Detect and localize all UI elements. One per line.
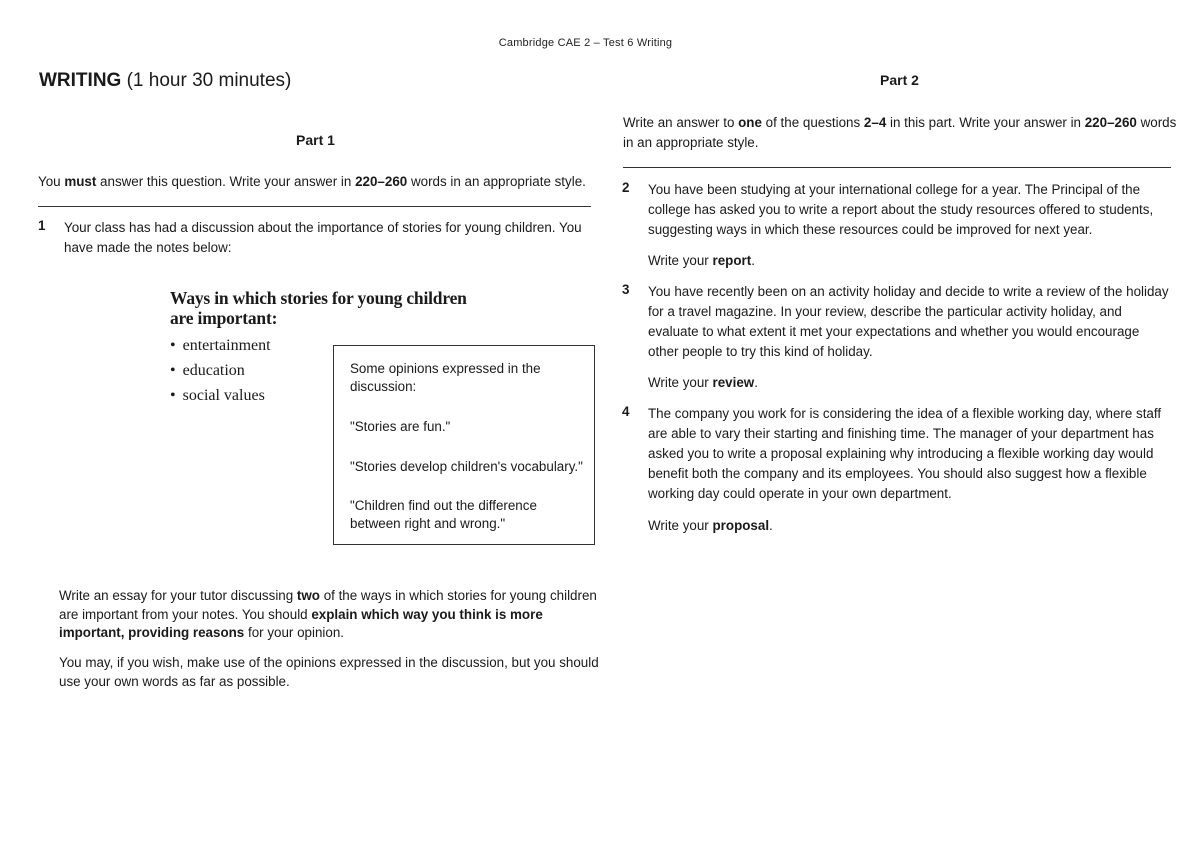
part1-heading: Part 1 <box>296 132 335 148</box>
question-1-number: 1 <box>38 218 46 233</box>
notes-item: • social values <box>170 383 271 408</box>
part2-instruction: Write an answer to one of the questions 2–4 in this part. Write your answer in 220–260 words in an appropriate style. <box>623 115 1177 150</box>
part1-task: Write an essay for your tutor discussing two of the ways in which stories for young children are important from your notes. You should explain which way you think is more important, providing reasons for your opinion. <box>59 588 597 640</box>
question-3-write: Write your review. <box>648 375 758 390</box>
opinion-quote: "Children find out the difference between right and wrong." <box>350 498 537 531</box>
notes-title: Ways in which stories for young children are important: <box>170 288 467 328</box>
opinion-quote: "Stories develop children's vocabulary." <box>350 459 583 474</box>
part1-task-note: You may, if you wish, make use of the opinions expressed in the discussion, but you should use your own words as far as possible. <box>59 655 599 689</box>
part2-heading: Part 2 <box>880 72 919 88</box>
part2-divider <box>623 167 1171 168</box>
word-count-part2: 220–260 <box>1084 115 1137 130</box>
writing-title <box>39 70 291 92</box>
writing-title-bold: WRITING <box>39 70 122 91</box>
question-range: 2–4 <box>863 115 887 130</box>
page-header: Cambridge CAE 2 – Test 6 Writing <box>498 37 673 49</box>
writing-title-duration: (1 hour 30 minutes) <box>121 70 292 91</box>
part1-instruction: You must answer this question. Write your answer in 220–260 words in an appropriate style. <box>38 174 586 189</box>
part1-divider <box>38 206 591 207</box>
question-3-text: You have recently been on an activity holiday and decide to write a review of the holiday for a travel magazine. In your review, describe the particular activity holiday, and evaluate to what extent it met your expectations and whether you would encourage other people to try this kind of holiday. <box>648 284 1169 359</box>
question-2-number: 2 <box>622 180 630 195</box>
proposal-emphasis: proposal <box>712 518 770 533</box>
question-4-number: 4 <box>622 404 630 419</box>
review-emphasis: review <box>712 375 755 390</box>
notes-list <box>170 333 271 408</box>
question-2-write: Write your report. <box>648 253 755 268</box>
opinions-box <box>333 345 595 545</box>
notes-item: • education <box>170 358 271 383</box>
two-emphasis: two <box>296 588 320 603</box>
word-count-part1: 220–260 <box>355 174 408 189</box>
one-emphasis: one <box>738 115 762 130</box>
opinion-quote: "Stories are fun." <box>350 419 451 434</box>
question-4-text: The company you work for is considering the idea of a flexible working day, where staff are able to vary their starting and finishing time. The manager of your department has asked you to write a proposal explaining why introducing a flexible working day would benefit both the company and its employees. You should also suggest how a flexible working day could operate in your own department. <box>648 406 1162 501</box>
must-emphasis: must <box>64 174 97 189</box>
report-emphasis: report <box>712 253 752 268</box>
question-3-number: 3 <box>622 282 630 297</box>
task-emphasis: explain which way you think is more important, providing reasons <box>59 606 543 640</box>
question-2-text: You have been studying at your international college for a year. The Principal of the college has asked you to write a report about the study resources offered to students, suggesting ways in which these resources could be improved for next year. <box>648 182 1154 237</box>
notes-item: • entertainment <box>170 333 271 358</box>
question-1-text: Your class has had a discussion about the importance of stories for young children. You have made the notes below: <box>64 220 582 255</box>
opinions-intro: Some opinions expressed in the discussion: <box>350 361 541 394</box>
question-4-write: Write your proposal. <box>648 518 773 533</box>
